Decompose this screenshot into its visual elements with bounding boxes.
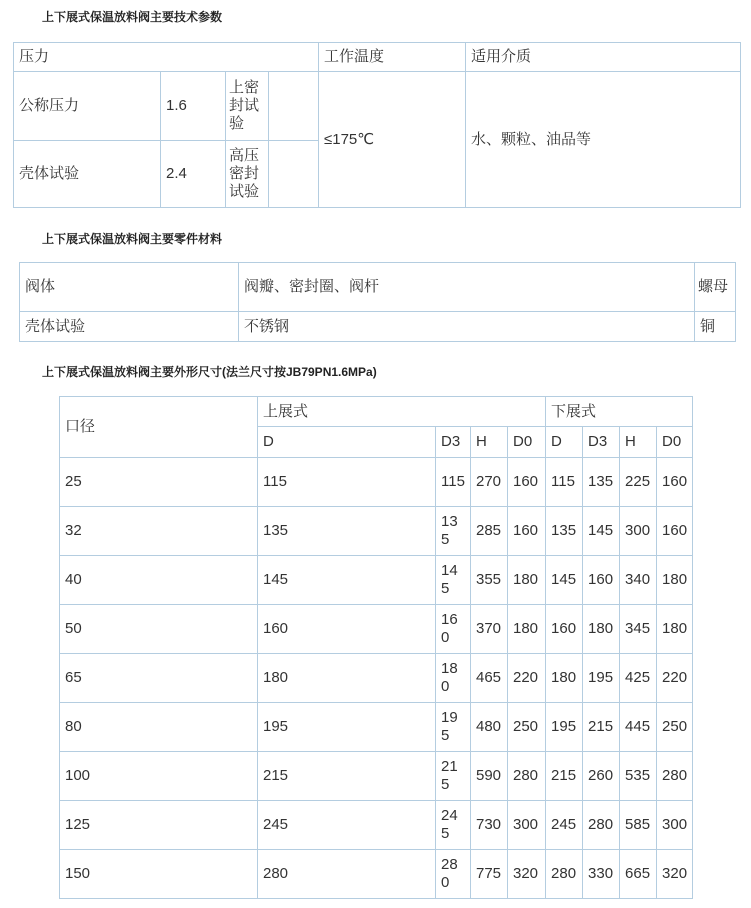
dimension-cell: 215 — [258, 752, 436, 801]
dimension-cell: 160 — [508, 458, 546, 507]
table-row — [60, 556, 693, 605]
dimension-cell: 280 — [546, 850, 583, 899]
dimension-cell: 145 — [546, 556, 583, 605]
table-row — [60, 507, 693, 556]
dimension-cell: 160 — [657, 507, 693, 556]
dimension-cell: 250 — [657, 703, 693, 752]
dimension-cell: 225 — [620, 458, 657, 507]
dn-cell: 80 — [60, 703, 258, 752]
dimension-cell: 215 — [583, 703, 620, 752]
dimension-cell: 355 — [471, 556, 508, 605]
material-cell: 阀体 — [20, 263, 239, 312]
dimension-cell: 180 — [508, 605, 546, 654]
dimension-cell: 180 — [657, 605, 693, 654]
dimension-cell: 590 — [471, 752, 508, 801]
tech-params-table — [13, 42, 741, 208]
dimension-cell: 280 — [436, 850, 471, 899]
dimension-cell: 465 — [471, 654, 508, 703]
dimension-cell: 215 — [436, 752, 471, 801]
dimension-cell: 160 — [508, 507, 546, 556]
table-row — [60, 850, 693, 899]
dimension-cell: 300 — [620, 507, 657, 556]
dimension-cell: 260 — [583, 752, 620, 801]
dimension-cell: 300 — [657, 801, 693, 850]
dimension-cell: 160 — [546, 605, 583, 654]
subheader-cell: D — [258, 427, 436, 458]
shell-test-label: 壳体试验 — [14, 141, 161, 208]
dimension-cell: 215 — [546, 752, 583, 801]
dimension-cell: 115 — [258, 458, 436, 507]
dimension-cell: 280 — [508, 752, 546, 801]
table-row — [60, 801, 693, 850]
dimension-cell: 320 — [657, 850, 693, 899]
section-title-tech-params: 上下展式保温放料阀主要技术参数 — [42, 10, 223, 24]
dimension-cell: 115 — [546, 458, 583, 507]
dn-cell: 125 — [60, 801, 258, 850]
material-cell: 不锈钢 — [239, 312, 695, 342]
material-cell: 螺母 — [695, 263, 736, 312]
table-row — [60, 752, 693, 801]
dn-cell: 40 — [60, 556, 258, 605]
dimension-cell: 300 — [508, 801, 546, 850]
dimension-cell: 115 — [436, 458, 471, 507]
header-medium: 适用介质 — [466, 43, 741, 72]
dimension-cell: 195 — [258, 703, 436, 752]
subheader-cell: D0 — [508, 427, 546, 458]
material-cell: 壳体试验 — [20, 312, 239, 342]
dn-cell: 65 — [60, 654, 258, 703]
dimension-cell: 445 — [620, 703, 657, 752]
dimension-cell: 135 — [546, 507, 583, 556]
table-row — [60, 605, 693, 654]
dimension-cell: 135 — [258, 507, 436, 556]
subheader-cell: H — [471, 427, 508, 458]
section-title-dimensions: 上下展式保温放料阀主要外形尺寸(法兰尺寸按JB79PN1.6MPa) — [42, 365, 377, 379]
dimension-cell: 160 — [583, 556, 620, 605]
nominal-pressure-label: 公称压力 — [14, 72, 161, 141]
dimension-cell: 145 — [583, 507, 620, 556]
header-dn: 口径 — [60, 397, 258, 458]
dn-cell: 100 — [60, 752, 258, 801]
material-cell: 阀瓣、密封圈、阀杆 — [239, 263, 695, 312]
table-row — [60, 458, 693, 507]
working-temp: ≤175℃ — [319, 72, 466, 208]
dimension-cell: 180 — [258, 654, 436, 703]
subheader-cell: D0 — [657, 427, 693, 458]
shell-test-value: 2.4 — [161, 141, 226, 208]
dimension-cell: 370 — [471, 605, 508, 654]
dimension-cell: 585 — [620, 801, 657, 850]
dimension-cell: 135 — [436, 507, 471, 556]
dn-cell: 25 — [60, 458, 258, 507]
dimensions-table — [59, 396, 693, 899]
subheader-cell: H — [620, 427, 657, 458]
dimension-cell: 220 — [657, 654, 693, 703]
dimension-cell: 280 — [583, 801, 620, 850]
dimension-cell: 340 — [620, 556, 657, 605]
dimension-cell: 160 — [258, 605, 436, 654]
dimension-cell: 280 — [657, 752, 693, 801]
dimension-cell: 180 — [508, 556, 546, 605]
dimension-cell: 135 — [583, 458, 620, 507]
dimension-cell: 180 — [583, 605, 620, 654]
dimension-cell: 245 — [436, 801, 471, 850]
subheader-cell: D3 — [583, 427, 620, 458]
dimension-cell: 160 — [436, 605, 471, 654]
dimension-cell: 320 — [508, 850, 546, 899]
section-title-materials: 上下展式保温放料阀主要零件材料 — [42, 232, 223, 246]
dimension-cell: 195 — [583, 654, 620, 703]
header-upper-type: 上展式 — [258, 397, 546, 427]
dn-cell: 150 — [60, 850, 258, 899]
material-cell: 铜 — [695, 312, 736, 342]
dimension-cell: 245 — [546, 801, 583, 850]
dimension-cell: 245 — [258, 801, 436, 850]
table-row — [60, 703, 693, 752]
header-lower-type: 下展式 — [546, 397, 693, 427]
subheader-cell: D — [546, 427, 583, 458]
materials-table — [19, 262, 736, 342]
dimension-cell: 270 — [471, 458, 508, 507]
dimension-cell: 250 — [508, 703, 546, 752]
dimension-cell: 195 — [436, 703, 471, 752]
dimension-cell: 195 — [546, 703, 583, 752]
dimension-cell: 180 — [436, 654, 471, 703]
subheader-cell: D3 — [436, 427, 471, 458]
dimension-cell: 220 — [508, 654, 546, 703]
nominal-pressure-value: 1.6 — [161, 72, 226, 141]
dimension-cell: 345 — [620, 605, 657, 654]
dn-cell: 50 — [60, 605, 258, 654]
dimension-cell: 330 — [583, 850, 620, 899]
dimension-cell: 535 — [620, 752, 657, 801]
dimension-cell: 775 — [471, 850, 508, 899]
medium: 水、颗粒、油品等 — [466, 72, 741, 208]
dimension-cell: 160 — [657, 458, 693, 507]
dimension-cell: 425 — [620, 654, 657, 703]
header-pressure: 压力 — [14, 43, 319, 72]
dn-cell: 32 — [60, 507, 258, 556]
table-row — [60, 654, 693, 703]
dimension-cell: 730 — [471, 801, 508, 850]
dimension-cell: 180 — [546, 654, 583, 703]
upper-seal-test: 上密封试验 — [226, 72, 269, 141]
dimension-cell: 145 — [258, 556, 436, 605]
dimension-cell: 180 — [657, 556, 693, 605]
header-temp: 工作温度 — [319, 43, 466, 72]
high-pressure-seal-test: 高压密封试验 — [226, 141, 269, 208]
dimension-cell: 145 — [436, 556, 471, 605]
dimension-cell: 480 — [471, 703, 508, 752]
dimension-cell: 280 — [258, 850, 436, 899]
dimension-cell: 285 — [471, 507, 508, 556]
dimension-cell: 665 — [620, 850, 657, 899]
